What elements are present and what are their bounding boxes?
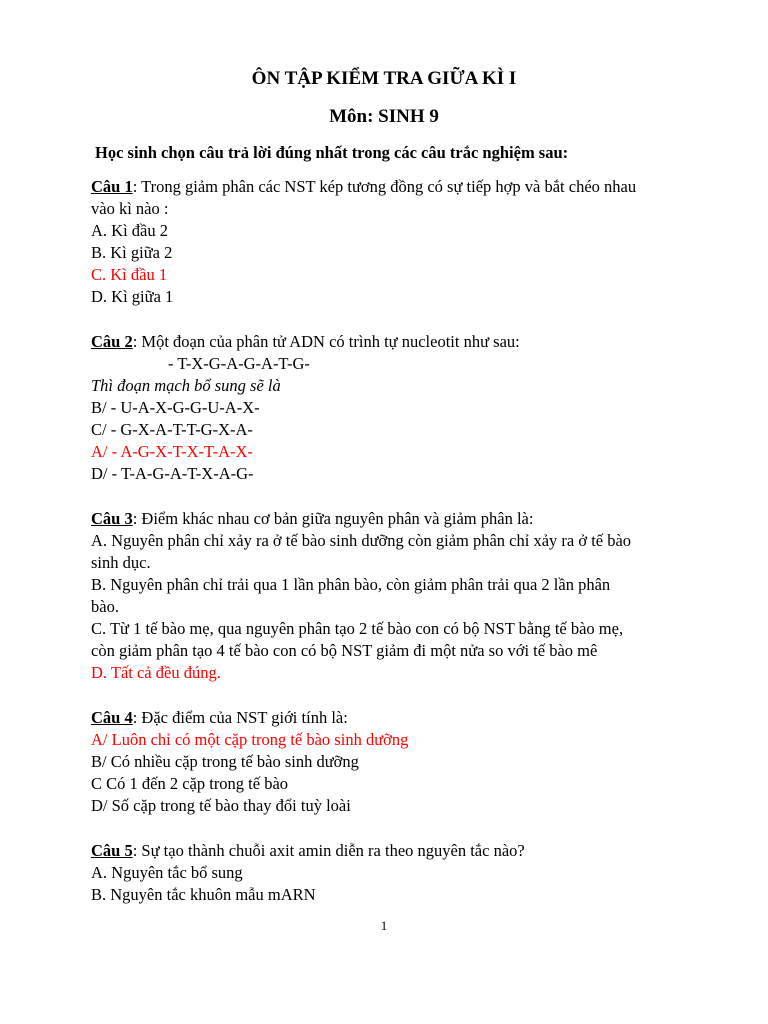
document-title: ÔN TẬP KIỂM TRA GIỮA KÌ I <box>251 68 517 89</box>
q2-option-a-correct: A/ - A-G-X-T-X-T-A-X- <box>91 442 253 461</box>
q1-option-c-correct: C. Kì đầu 1 <box>91 265 168 284</box>
q2-sequence: - T-X-G-A-G-A-T-G- <box>168 354 310 373</box>
question-3 <box>91 508 533 530</box>
q4-option-b: B/ Có nhiều cặp trong tế bào sinh dưỡng <box>91 752 359 771</box>
q3-option-c: C. Từ 1 tế bào mẹ, qua nguyên phân tạo 2 tế bào con có bộ NST bằng tế bào mẹ, <box>91 619 624 638</box>
question-2-text: : Một đoạn của phân tử ADN có trình tự nucleotit như sau: <box>132 332 520 351</box>
q3-option-a-cont: sinh dục. <box>91 553 151 572</box>
q4-option-d: D/ Số cặp trong tế bào thay đổi tuỳ loài <box>91 796 351 815</box>
question-3-label: Câu 3 <box>91 509 133 528</box>
question-3-text: : Điểm khác nhau cơ bản giữa nguyên phân và giảm phân là: <box>132 509 534 528</box>
q4-option-c: C Có 1 đến 2 cặp trong tế bào <box>91 774 289 793</box>
question-4-text: : Đặc điểm của NST giới tính là: <box>132 708 348 727</box>
subject-title: Môn: SINH 9 <box>329 106 439 127</box>
q1-option-d: D. Kì giữa 1 <box>91 287 174 306</box>
instruction: Học sinh chọn câu trả lời đúng nhất trong các câu trắc nghiệm sau: <box>95 143 569 162</box>
q3-option-a: A. Nguyên phân chỉ xảy ra ở tế bào sinh dưỡng còn giảm phân chỉ xảy ra ở tế bào <box>91 531 632 550</box>
q5-option-a: A. Nguyên tắc bổ sung <box>91 863 243 882</box>
question-5-label: Câu 5 <box>91 841 133 860</box>
question-1 <box>91 176 636 198</box>
question-2 <box>91 331 520 353</box>
q4-option-a-correct: A/ Luôn chỉ có một cặp trong tế bào sinh dưỡng <box>91 730 409 749</box>
question-1-text: : Trong giảm phân các NST kép tương đồng có sự tiếp hợp và bắt chéo nhau <box>132 177 637 196</box>
question-4 <box>91 707 348 729</box>
q2-option-b: B/ - U-A-X-G-G-U-A-X- <box>91 398 260 417</box>
q2-prompt: Thì đoạn mạch bổ sung sẽ là <box>91 376 281 395</box>
question-1-text-cont: vào kì nào : <box>91 199 169 218</box>
question-4-label: Câu 4 <box>91 708 133 727</box>
question-2-label: Câu 2 <box>91 332 133 351</box>
q5-option-b: B. Nguyên tắc khuôn mẫu mARN <box>91 885 316 904</box>
q3-option-c-cont: còn giảm phân tạo 4 tế bào con có bộ NST giảm đi một nửa so với tế bào mê <box>91 641 598 660</box>
question-5-text: : Sự tạo thành chuỗi axit amin diễn ra theo nguyên tắc nào? <box>132 841 525 860</box>
page-number: 1 <box>380 918 388 933</box>
q1-option-b: B. Kì giữa 2 <box>91 243 173 262</box>
q3-option-b-cont: bào. <box>91 597 119 616</box>
q3-option-b: B. Nguyên phân chỉ trải qua 1 lần phân bào, còn giảm phân trải qua 2 lần phân <box>91 575 611 594</box>
q3-option-d-correct: D. Tất cả đều đúng. <box>91 663 221 682</box>
q1-option-a: A. Kì đầu 2 <box>91 221 168 240</box>
q2-option-c: C/ - G-X-A-T-T-G-X-A- <box>91 420 253 439</box>
q2-option-d: D/ - T-A-G-A-T-X-A-G- <box>91 464 254 483</box>
question-5 <box>91 840 525 862</box>
question-1-label: Câu 1 <box>91 177 133 196</box>
